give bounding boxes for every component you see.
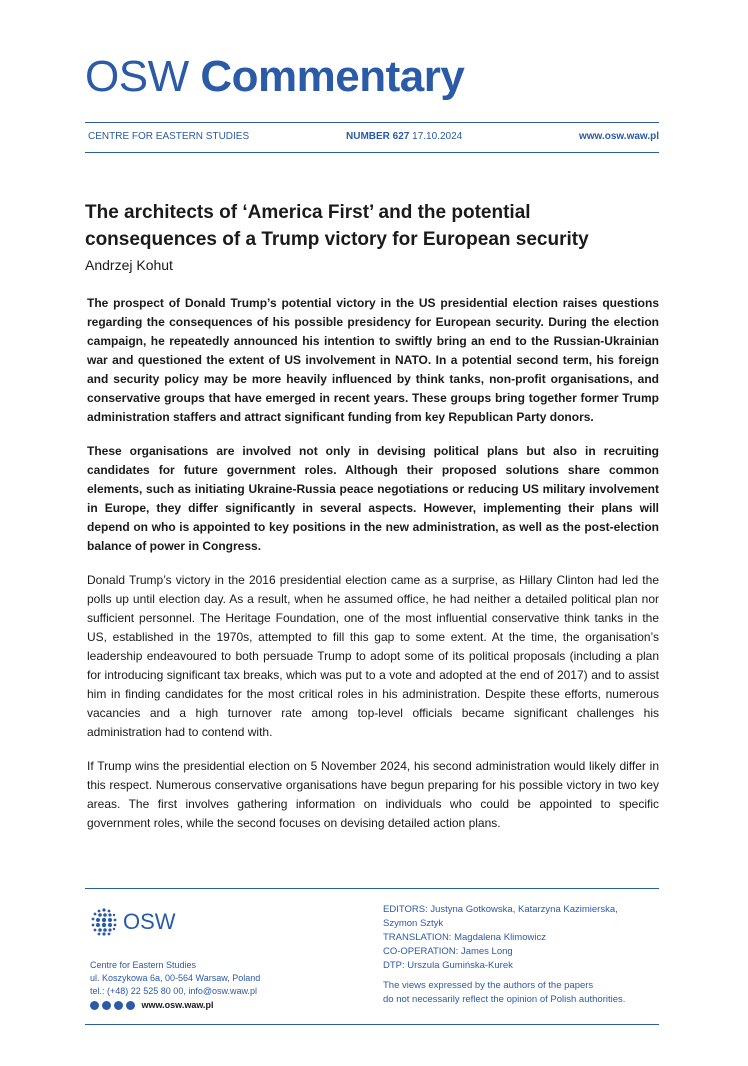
brand-osw: OSW (85, 52, 189, 101)
youtube-icon[interactable] (126, 1001, 135, 1010)
cooperation-credit: CO-OPERATION: James Long (383, 946, 513, 957)
lead-paragraph-2: These organisations are involved not only in devising political plans but also in recruiting candidates for future government roles. Although their proposed solutions share common elements, such as initiating Ukraine-Russia peace negotiations or reducing US military involvement in Europe, they differ significantly in several aspects. However, implementing their plans will depend on who is appointed to key positions in the new administration, as well as the post-election balance of power in Congress. (87, 444, 659, 553)
footer-logo-text: OSW (123, 909, 176, 934)
dtp-credit: DTP: Urszula Gumińska-Kurek (383, 960, 513, 971)
article-body (87, 294, 659, 848)
footer-address-line: Centre for Eastern Studies (90, 960, 197, 970)
twitter-icon[interactable] (102, 1001, 111, 1010)
footer-credits (383, 903, 663, 1007)
issue-date: 17.10.2024 (412, 131, 463, 142)
footer-address (90, 959, 260, 1012)
header-bottom-rule (85, 152, 659, 153)
editors-line: Szymon Sztyk (383, 918, 444, 929)
podcast-icon[interactable] (114, 1001, 123, 1010)
article-title (85, 199, 645, 253)
footer-website-link[interactable]: www.osw.waw.pl (141, 1000, 214, 1010)
brand-commentary: Commentary (200, 52, 465, 101)
editors-line: EDITORS: Justyna Gotkowska, Katarzyna Kazimierska, (383, 904, 618, 915)
translation-credit: TRANSLATION: Magdalena Klimowicz (383, 932, 546, 943)
osw-commentary-logo (85, 52, 464, 102)
disclaimer-line: The views expressed by the authors of the papers (383, 980, 594, 991)
header-top-rule (85, 122, 659, 123)
header-website-link[interactable]: www.osw.waw.pl (578, 131, 659, 142)
body-paragraph-1: Donald Trump’s victory in the 2016 presidential election came as a surprise, as Hillary Clinton had led the polls up until election day. As a result, when he assumed office, he had neither a detailed political plan nor sufficient personnel. The Heritage Foundation, one of the most influential conservative think tanks in the US, established in the 1970s, attempted to fill this gap to some extent. At the time, the organisation’s leadership endeavoured to both persuade Trump to adopt some of its political proposals (including a plan for introducing significant tax breaks, which was put to a vote and adopted at the end of 2017) and to assist him in finding candidates for the most critical roles in his administration. Despite these efforts, numerous vacancies and a high turnover rate among top-level officials became significant challenges his administration had to contend with. (87, 573, 659, 739)
facebook-icon[interactable] (90, 1001, 99, 1010)
footer-contact-line[interactable]: tel.: (+48) 22 525 80 00, info@osw.waw.pl (90, 986, 257, 996)
article-author: Andrzej Kohut (85, 257, 173, 273)
social-icons (90, 1001, 135, 1010)
lead-paragraph-1: The prospect of Donald Trump’s potential victory in the US presidential election raises questions regarding the consequences of his possible presidency for European security. During the election campaign, he repeatedly announced his intention to swiftly bring an end to the Russian-Ukrainian war and questioned the extent of US involvement in NATO. In a potential second term, his foreign and security policy may be more heavily influenced by think tanks, non-profit organisations, and conservative groups that have emerged in recent years. These groups bring together former Trump administration staffers and attract significant funding from key Republican Party donors. (87, 296, 659, 424)
title-line-1: The architects of ‘America First’ and the potential (85, 202, 531, 223)
footer-osw-logo (88, 906, 188, 938)
centre-label: CENTRE FOR EASTERN STUDIES (88, 131, 250, 142)
body-paragraph-2: If Trump wins the presidential election on 5 November 2024, his second administration would likely differ in this respect. Numerous conservative organisations have begun preparing for his possible victory in two key areas. The first involves gathering information on individuals who could be appointed to specific government roles, while the second focuses on devising detailed action plans. (87, 759, 659, 830)
globe-dots-icon (88, 906, 120, 938)
issue-number: NUMBER 627 (346, 131, 410, 142)
footer-top-rule (85, 888, 659, 889)
footer-address-line: ul. Koszykowa 6a, 00-564 Warsaw, Poland (90, 973, 261, 983)
title-line-2: consequences of a Trump victory for European security (85, 229, 589, 250)
footer-bottom-rule (85, 1024, 659, 1025)
disclaimer-line: do not necessarily reflect the opinion of Polish authorities. (383, 994, 626, 1005)
issue-info (346, 131, 462, 142)
